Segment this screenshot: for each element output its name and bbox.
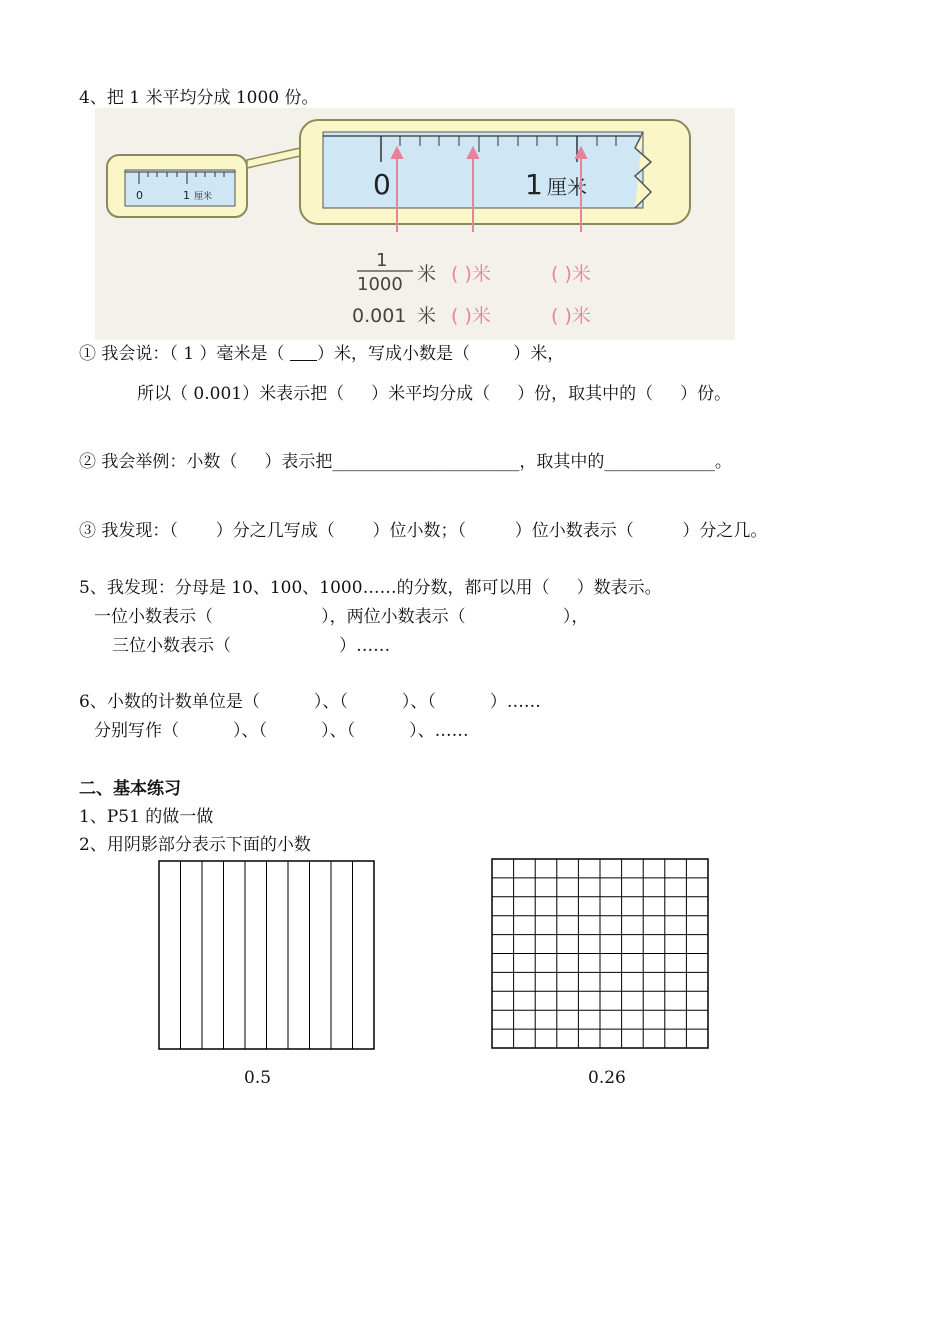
section2-item2: 2、用阴影部分表示下面的小数 <box>79 835 311 855</box>
grid-hundredths-caption: 0.26 <box>588 1068 626 1088</box>
big-ruler <box>323 132 643 208</box>
row2-blank-2: ( )米 <box>551 305 591 327</box>
q6-line1: 6、小数的计数单位是（ ）、（ ）、（ ）…… <box>79 692 541 712</box>
big-ruler-unit: 厘米 <box>547 175 587 199</box>
q4-item1-post: ）米，写成小数是（ ）米， <box>316 344 565 364</box>
ruler-illustration <box>95 108 735 340</box>
row1-blank-1: ( )米 <box>451 263 491 285</box>
grid-hundredths[interactable] <box>491 858 709 1049</box>
grid-tenths-caption: 0.5 <box>244 1068 272 1088</box>
fraction-denominator: 1000 <box>357 274 403 295</box>
q4-item1-pre: ① 我会说：（ 1 ）毫米是（ <box>79 344 290 364</box>
big-ruler-label-0: 0 <box>373 168 391 201</box>
small-ruler-label-1: 1 <box>183 189 190 202</box>
q5-line3: 三位小数表示（ ）…… <box>112 636 391 656</box>
decimal-unit: 米 <box>417 305 437 327</box>
q4-item3: ③ 我发现：（ ）分之几写成（ ）位小数；（ ）位小数表示（ ）分之几。 <box>79 521 768 541</box>
small-ruler-unit: 厘米 <box>194 192 213 202</box>
q4-item1-blank <box>290 344 317 364</box>
row2-blank-1: ( )米 <box>451 305 491 327</box>
q4-item2: ② 我会举例：小数（ ）表示把______________________，取其中的_____________。 <box>79 452 732 472</box>
q4-heading: 4、把 1 米平均分成 1000 份。 <box>79 88 319 108</box>
section2-title: 二、基本练习 <box>79 779 181 799</box>
fraction-numerator: 1 <box>376 250 388 271</box>
callout-pointer <box>247 148 300 168</box>
section2-item1: 1、P51 的做一做 <box>79 807 214 827</box>
grid-tenths[interactable] <box>158 860 375 1050</box>
q4-item1-line1 <box>79 344 564 364</box>
big-ruler-label-1: 1 <box>525 168 543 201</box>
q5-line1: 5、我发现：分母是 10、100、1000……的分数，都可以用（ ）数表示。 <box>79 578 662 598</box>
row1-blank-2: ( )米 <box>551 263 591 285</box>
decimal-value: 0.001 <box>352 305 407 327</box>
q4-item1-line2: 所以（ 0.001）米表示把（ ）米平均分成（ ）份，取其中的（ ）份。 <box>137 384 732 404</box>
ruler-figure <box>95 108 735 340</box>
fraction-unit: 米 <box>417 263 437 285</box>
q6-line2: 分别写作（ ）、（ ）、（ ）、…… <box>94 721 469 741</box>
q5-line2: 一位小数表示（ ），两位小数表示（ ）， <box>94 607 589 627</box>
small-ruler-label-0: 0 <box>136 189 143 202</box>
